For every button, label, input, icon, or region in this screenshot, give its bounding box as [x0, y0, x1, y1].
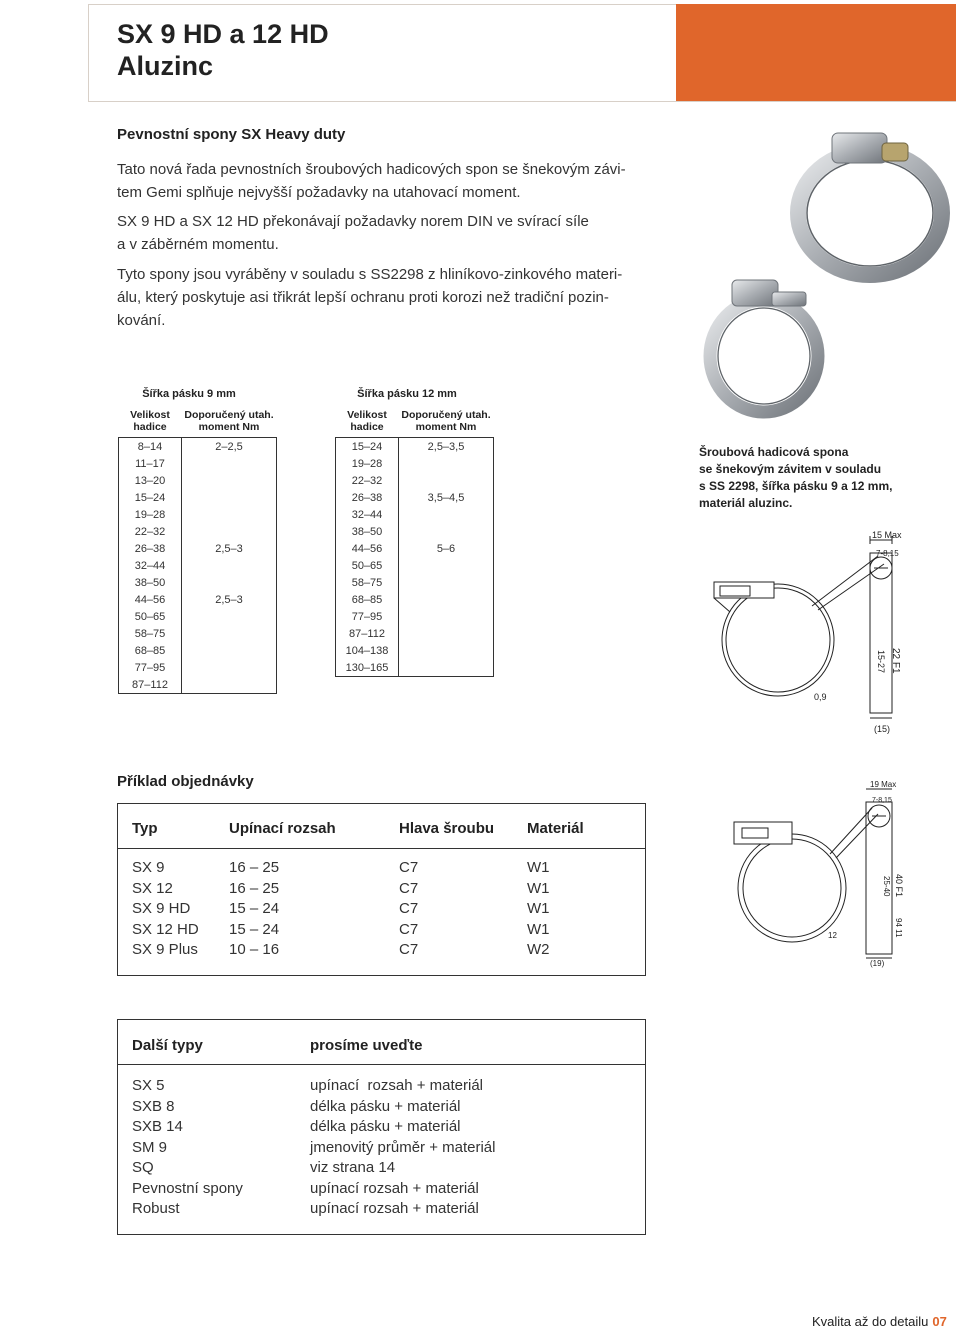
- order-type-cell: SX 9: [132, 859, 165, 876]
- hose-size-cell: 87–112: [119, 676, 182, 694]
- table-row: [119, 557, 277, 574]
- intro-paragraph-2: [117, 210, 657, 256]
- order-type-cell: SX 12 HD: [132, 920, 199, 938]
- order-header-screw: Hlava šroubu: [399, 820, 495, 837]
- other-specify-cell: viz strana 14: [310, 1159, 396, 1176]
- table-row: [119, 523, 277, 540]
- order-type-cell: SX 9 Plus: [132, 941, 198, 958]
- footer-text: Kvalita až do detailu: [812, 1314, 929, 1329]
- other-type-cell: Robust: [132, 1200, 180, 1217]
- other-types-divider: [117, 1064, 646, 1065]
- table-row: [119, 591, 277, 608]
- hose-size-cell: 130–165: [336, 659, 399, 677]
- hose-size-cell: 26–38: [336, 489, 399, 506]
- torque-cell: [399, 625, 494, 642]
- table-row: [336, 591, 494, 608]
- order-screw-cell: C7: [399, 859, 419, 876]
- table-row: [336, 506, 494, 523]
- order-type-cell: SX 12: [132, 879, 173, 897]
- other-type-cell: SQ: [132, 1159, 154, 1176]
- footer: [812, 1314, 947, 1329]
- t12-col-size-line1: Velikost: [347, 409, 387, 421]
- drawing2-code1: 40 F1: [894, 874, 904, 898]
- torque-cell: 2,5–3,5: [399, 438, 494, 456]
- torque-cell: [182, 608, 277, 625]
- order-material-cell: W2: [527, 941, 550, 958]
- table-row: [119, 676, 277, 694]
- hose-size-cell: 13–20: [119, 472, 182, 489]
- table-9mm: [118, 406, 277, 694]
- torque-cell: [182, 506, 277, 523]
- p3-line3: kování.: [117, 312, 166, 329]
- order-header-type: Typ: [132, 820, 158, 837]
- t9-col-torque-line2: moment Nm: [198, 421, 260, 433]
- torque-cell: [399, 591, 494, 608]
- torque-cell: [182, 676, 277, 694]
- table-row: [119, 659, 277, 676]
- torque-cell: [182, 472, 277, 489]
- hose-size-cell: 77–95: [119, 659, 182, 676]
- order-material-cell: W1: [527, 920, 550, 938]
- torque-cell: 2,5–3: [182, 540, 277, 557]
- drawing1-code2: 15-27: [876, 650, 886, 674]
- drawing2-bottom-dim: (19): [870, 959, 885, 968]
- other-type-cell: SX 5: [132, 1077, 165, 1094]
- drawing2-band-label: 12: [828, 931, 837, 940]
- order-header-material: Materiál: [527, 820, 584, 837]
- table-row: [119, 540, 277, 557]
- drawing1-code1: 22 F1: [890, 648, 901, 674]
- clamp-caption: [699, 444, 939, 512]
- drawing2-code2: 25-40: [882, 876, 891, 897]
- order-material-cell: W1: [527, 900, 550, 917]
- table-row: [119, 625, 277, 642]
- p2-line1: SX 9 HD a SX 12 HD překonávají požadavky norem DIN ve svírací síle: [117, 213, 589, 230]
- table-row: [336, 557, 494, 574]
- order-screw-cell: C7: [399, 941, 419, 958]
- drawing1-top-dim: 15 Max: [872, 530, 902, 540]
- p1-line1: Tato nová řada pevnostních šroubových hadicových spon se šnekovým závi-: [117, 161, 626, 178]
- order-screw-cell: C7: [399, 879, 419, 897]
- torque-cell: [182, 642, 277, 659]
- table-row: [336, 659, 494, 677]
- other-type-cell: SXB 14: [132, 1118, 183, 1135]
- torque-cell: [399, 642, 494, 659]
- torque-cell: [399, 608, 494, 625]
- t12-col-torque-line2: moment Nm: [415, 421, 477, 433]
- table-row: [336, 642, 494, 659]
- hose-size-cell: 19–28: [119, 506, 182, 523]
- page-title: [117, 18, 329, 82]
- caption-line2: se šnekovým závitem v souladu: [699, 462, 882, 476]
- torque-cell: [399, 574, 494, 591]
- hose-size-cell: 11–17: [119, 455, 182, 472]
- hose-size-cell: 44–56: [336, 540, 399, 557]
- order-range-cell: 16 – 25: [229, 859, 280, 876]
- hose-size-cell: 50–65: [336, 557, 399, 574]
- hose-size-cell: 32–44: [119, 557, 182, 574]
- order-material-cell: W1: [527, 879, 550, 897]
- technical-drawing-9mm: [700, 528, 940, 738]
- drawing2-code3: 94 11: [894, 918, 903, 938]
- other-specify-cell: upínací rozsah + materiál: [310, 1179, 479, 1197]
- torque-cell: [399, 523, 494, 540]
- table-row: [336, 438, 494, 456]
- hose-size-cell: 87–112: [336, 625, 399, 642]
- torque-cell: [399, 557, 494, 574]
- torque-cell: [182, 625, 277, 642]
- table-row: [336, 489, 494, 506]
- hose-size-cell: 19–28: [336, 455, 399, 472]
- hose-size-cell: 38–50: [119, 574, 182, 591]
- t9-col-torque: [182, 406, 277, 438]
- table-row: [336, 540, 494, 557]
- torque-cell: [182, 659, 277, 676]
- title-line2: Aluzinc: [117, 51, 214, 81]
- other-header-specify: prosíme uveďte: [310, 1037, 423, 1054]
- intro-paragraph-3: [117, 263, 657, 332]
- t12-col-size-line2: hadice: [350, 421, 384, 433]
- table-row: [336, 625, 494, 642]
- order-range-cell: 15 – 24: [229, 900, 280, 917]
- torque-cell: [399, 455, 494, 472]
- p2-line2: a v záběrném momentu.: [117, 236, 279, 253]
- torque-cell: 5–6: [399, 540, 494, 557]
- order-material-cell: W1: [527, 859, 550, 876]
- hose-size-cell: 15–24: [336, 438, 399, 456]
- torque-cell: 2,5–3: [182, 591, 277, 608]
- drawing1-screw-dim: 7-8,15: [876, 549, 899, 558]
- t9-col-size: [119, 406, 182, 438]
- other-type-cell: SM 9: [132, 1138, 168, 1156]
- hose-size-cell: 58–75: [119, 625, 182, 642]
- intro-heading: Pevnostní spony SX Heavy duty: [117, 126, 346, 143]
- table-row: [119, 489, 277, 506]
- order-range-cell: 15 – 24: [229, 920, 280, 938]
- torque-cell: [182, 557, 277, 574]
- other-type-cell: SXB 8: [132, 1097, 175, 1115]
- technical-drawing-12mm: [720, 778, 940, 968]
- t12-col-torque: [399, 406, 494, 438]
- drawing1-bottom-dim: (15): [874, 724, 891, 734]
- torque-cell: [399, 506, 494, 523]
- left-rule: [88, 4, 89, 101]
- drawing1-band-label: 0,9: [814, 692, 827, 702]
- intro-paragraph-1: [117, 158, 657, 204]
- table-row: [119, 455, 277, 472]
- clamp-photo-small: [702, 272, 832, 422]
- order-screw-cell: C7: [399, 900, 419, 917]
- torque-cell: 2–2,5: [182, 438, 277, 456]
- torque-cell: [399, 659, 494, 677]
- table-row: [119, 642, 277, 659]
- order-type-cell: SX 9 HD: [132, 900, 191, 917]
- table-row: [119, 574, 277, 591]
- table-row: [119, 506, 277, 523]
- caption-line4: materiál aluzinc.: [699, 496, 793, 510]
- torque-cell: [182, 455, 277, 472]
- table-row: [119, 472, 277, 489]
- hose-size-cell: 15–24: [119, 489, 182, 506]
- torque-cell: [399, 472, 494, 489]
- hose-size-cell: 50–65: [119, 608, 182, 625]
- hose-size-cell: 58–75: [336, 574, 399, 591]
- other-type-cell: Pevnostní spony: [132, 1179, 243, 1197]
- p3-line2: álu, který poskytuje asi třikrát lepší ochranu proti korozi než tradiční pozin-: [117, 289, 609, 306]
- other-specify-cell: délka pásku + materiál: [310, 1118, 461, 1135]
- p3-line1: Tyto spony jsou vyráběny v souladu s SS2298 z hliníkovo-zinkového materi-: [117, 266, 623, 283]
- order-example-heading: Příklad objednávky: [117, 773, 254, 790]
- table-row: [336, 608, 494, 625]
- order-screw-cell: C7: [399, 920, 419, 938]
- table-row: [119, 608, 277, 625]
- other-specify-cell: upínací rozsah + materiál: [310, 1200, 479, 1217]
- caption-line1: Šroubová hadicová spona: [699, 445, 849, 459]
- order-header-range: Upínací rozsah: [229, 820, 336, 837]
- clamp-photo-large: [790, 125, 950, 285]
- t9-col-size-line2: hadice: [133, 421, 167, 433]
- table-row: [336, 472, 494, 489]
- hose-size-cell: 68–85: [336, 591, 399, 608]
- hose-size-cell: 68–85: [119, 642, 182, 659]
- hose-size-cell: 32–44: [336, 506, 399, 523]
- p1-line2: tem Gemi splňuje nejvyšší požadavky na utahovací moment.: [117, 184, 521, 201]
- t12-col-torque-line1: Doporučený utah.: [401, 409, 491, 421]
- hose-size-cell: 8–14: [119, 438, 182, 456]
- table-9mm-title: Šířka pásku 9 mm: [142, 388, 236, 400]
- torque-cell: [182, 574, 277, 591]
- other-header-types: Další typy: [132, 1037, 203, 1054]
- accent-bar: [676, 4, 956, 101]
- header-bottom-rule: [88, 101, 956, 102]
- hose-size-cell: 22–32: [119, 523, 182, 540]
- table-row: [119, 438, 277, 456]
- table-row: [336, 455, 494, 472]
- caption-line3: s SS 2298, šířka pásku 9 a 12 mm,: [699, 479, 893, 493]
- table-row: [336, 574, 494, 591]
- drawing2-screw-dim: 7-8,15: [872, 797, 892, 804]
- table-12mm-title: Šířka pásku 12 mm: [357, 388, 457, 400]
- other-specify-cell: délka pásku + materiál: [310, 1097, 461, 1115]
- other-specify-cell: upínací rozsah + materiál: [310, 1077, 484, 1094]
- table-row: [336, 523, 494, 540]
- order-table-divider: [117, 848, 646, 849]
- order-range-cell: 10 – 16: [229, 941, 280, 958]
- hose-size-cell: 38–50: [336, 523, 399, 540]
- hose-size-cell: 104–138: [336, 642, 399, 659]
- torque-cell: [182, 523, 277, 540]
- torque-cell: [182, 489, 277, 506]
- t12-col-size: [336, 406, 399, 438]
- hose-size-cell: 22–32: [336, 472, 399, 489]
- drawing2-top-dim: 19 Max: [870, 780, 897, 789]
- hose-size-cell: 26–38: [119, 540, 182, 557]
- table-12mm: [335, 406, 494, 677]
- order-range-cell: 16 – 25: [229, 879, 280, 897]
- hose-size-cell: 77–95: [336, 608, 399, 625]
- other-specify-cell: jmenovitý průměr + materiál: [310, 1138, 496, 1156]
- torque-cell: 3,5–4,5: [399, 489, 494, 506]
- page-number: 07: [932, 1314, 947, 1329]
- hose-size-cell: 44–56: [119, 591, 182, 608]
- title-line1: SX 9 HD a 12 HD: [117, 19, 329, 49]
- t9-col-size-line1: Velikost: [130, 409, 170, 421]
- t9-col-torque-line1: Doporučený utah.: [184, 409, 274, 421]
